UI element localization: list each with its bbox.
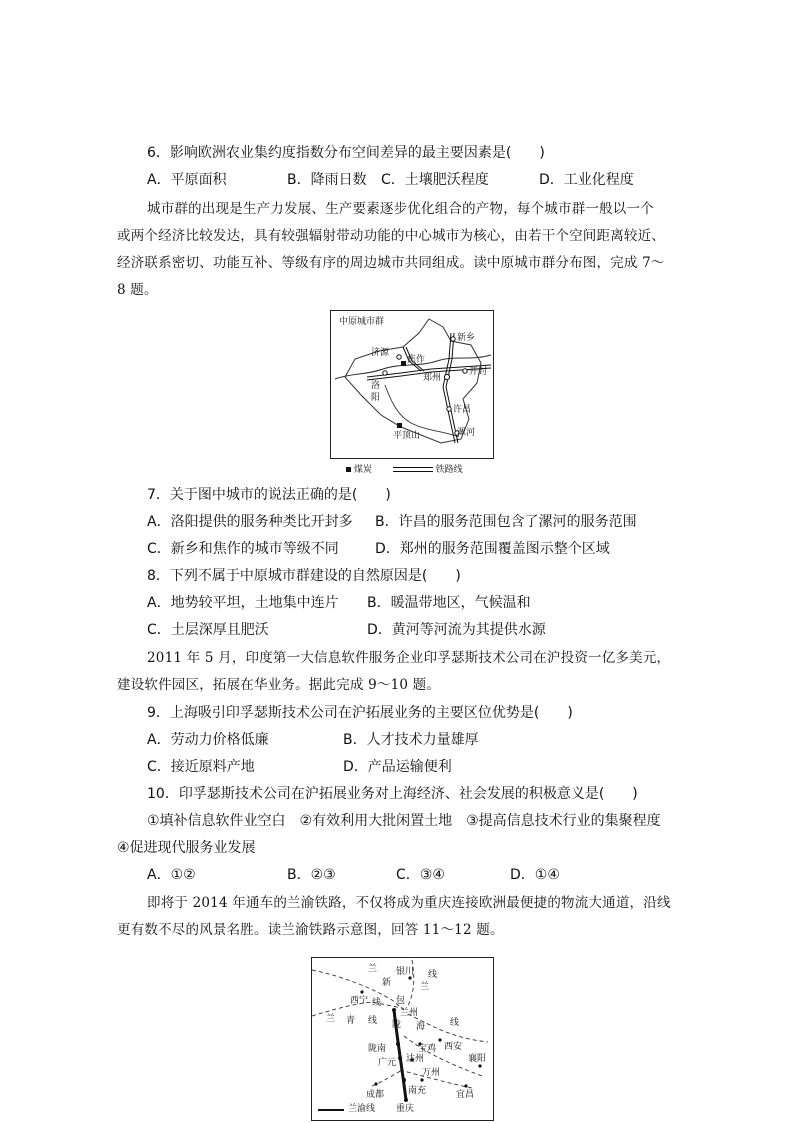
q6-option-a: A．平原面积 — [147, 172, 227, 188]
passage1-line-2: 或两个经济比较发达，具有较强辐射带动功能的中心城市为核心，由若干个空间距离较近、 — [117, 228, 665, 244]
railway-legend-icon — [393, 467, 433, 472]
map2-legend-lanyu: 兰渝线 — [348, 1104, 376, 1114]
map1-legend — [346, 462, 463, 475]
map2-label-xian2: 线 — [372, 998, 382, 1008]
passage1-line-3: 经济联系密切、功能互补、等级有序的周边城市共同组成。读中原城市群分布图，完成 7～ — [117, 255, 665, 271]
q10-option-b: B．②③ — [287, 867, 336, 883]
q7-option-a: A．洛阳提供的服务种类比开封多 — [147, 514, 353, 530]
map2-label-xian-city: 西安 — [444, 1042, 463, 1052]
q9-option-b: B．人才技术力量雄厚 — [343, 732, 479, 748]
legend-railway-label: 铁路线 — [435, 465, 463, 475]
map2-label-chengdu: 成都 — [366, 1090, 385, 1100]
map1-label-jiaozuo: 焦作 — [407, 355, 426, 365]
passage3-line-1: 即将于 2014 年通车的兰渝铁路，不仅将成为重庆连接欧洲最便捷的物流大通道，沿线 — [147, 895, 671, 911]
q9-option-c: C．接近原料产地 — [147, 759, 255, 775]
map2-label-lan3: 兰 — [326, 1014, 336, 1024]
map2-label-lan2: 兰 — [420, 982, 430, 992]
q8-option-d: D．黄河等河流为其提供水源 — [367, 622, 546, 638]
lanyu-legend-icon — [318, 1109, 344, 1111]
map2-label-longnan: 陇南 — [368, 1044, 387, 1054]
q7-option-d: D．郑州的服务范围覆盖图示整个区域 — [375, 541, 610, 557]
map2-label-xin: 新 — [382, 978, 392, 988]
map2-label-yichang: 宜昌 — [456, 1090, 475, 1100]
map2-label-nanchong: 南充 — [408, 1086, 427, 1096]
map2-label-xian3: 线 — [368, 1016, 378, 1026]
q7-stem: 7．关于图中城市的说法正确的是( ) — [147, 487, 391, 503]
map2-label-lanzhou: 兰州 — [400, 1008, 419, 1018]
map2-label-xian4: 线 — [450, 1018, 460, 1028]
passage1-line-1: 城市群的出现是生产力发展、生产要素逐步优化组合的产物，每个城市群一般以一个 — [147, 201, 654, 217]
q7-option-b: B．许昌的服务范围包含了漯河的服务范围 — [375, 514, 637, 530]
map1-label-luo: 洛 — [371, 381, 381, 391]
passage1-line-4: 8 题。 — [117, 282, 158, 298]
map2-label-long: 陇 — [392, 1020, 402, 1030]
q6-option-b: B．降雨日数 — [287, 172, 367, 188]
q10-items-line-1: ①填补信息软件业空白 ②有效利用大批闲置土地 ③提高信息技术行业的集聚程度 — [147, 813, 661, 829]
coal-legend-icon — [346, 467, 351, 472]
passage3-line-2: 更有数不尽的风景名胜。读兰渝铁路示意图，回答 11～12 题。 — [117, 922, 504, 938]
map2-label-yinchuan: 银川 — [396, 967, 415, 977]
map2-label-xiangyang: 襄阳 — [468, 1054, 487, 1064]
passage2-line-2: 建设软件园区，拓展在华业务。据此完成 9～10 题。 — [117, 677, 441, 693]
map1-label-jiyuan: 济源 — [371, 348, 390, 358]
coal-pingdingshan — [397, 423, 402, 428]
map1-label-zhengzhou: 郑州 — [423, 373, 442, 383]
q8-option-c: C．土层深厚且肥沃 — [147, 622, 269, 638]
map2-label-xining: 西宁 — [350, 996, 369, 1006]
map1-label-xinxiang: 新乡 — [457, 333, 476, 343]
q8-stem: 8．下列不属于中原城市群建设的自然原因是( ) — [147, 568, 461, 584]
q6-stem: 6．影响欧洲农业集约度指数分布空间差异的最主要因素是( ) — [147, 145, 545, 161]
q8-option-a: A．地势较平坦，土地集中连片 — [147, 595, 339, 611]
map1-label-xuchang: 许昌 — [453, 405, 472, 415]
q6-option-d: D．工业化程度 — [539, 172, 634, 188]
city-markers — [383, 337, 467, 435]
coal-jiaozuo — [401, 361, 406, 366]
q9-option-a: A．劳动力价格低廉 — [147, 732, 269, 748]
map2-label-lan1: 兰 — [368, 964, 378, 974]
map1-label-kaifeng: 开封 — [469, 367, 488, 377]
map2-label-dazhou: 达州 — [406, 1054, 425, 1064]
map1-label-luohe: 漯河 — [457, 428, 476, 438]
map2-label-chongqing: 重庆 — [396, 1104, 415, 1114]
q10-items-line-2: ④促进现代服务业发展 — [117, 840, 256, 856]
map1-label-yang: 阳 — [371, 393, 381, 403]
map2-label-guangyuan: 广元 — [378, 1058, 397, 1068]
q8-option-b: B．暖温带地区，气候温和 — [367, 595, 531, 611]
map2-label-bao: 包 — [396, 996, 406, 1006]
map2-label-wanzhou: 万州 — [422, 1068, 441, 1078]
zhongyuan-city-group-map — [330, 310, 494, 459]
passage2-line-1: 2011 年 5 月，印度第一大信息软件服务企业印孚瑟斯技术公司在沪投资一亿多美元， — [147, 650, 671, 666]
q6-option-c: C．土壤肥沃程度 — [381, 172, 489, 188]
lanyu-railway-map — [311, 957, 494, 1121]
q9-stem: 9．上海吸引印孚瑟斯技术公司在沪拓展业务的主要区位优势是( ) — [147, 705, 573, 721]
map2-label-hai: 海 — [416, 1022, 426, 1032]
map2-label-baoji: 宝鸡 — [418, 1044, 437, 1054]
q10-option-d: D．①④ — [510, 867, 560, 883]
q9-option-d: D．产品运输便利 — [343, 759, 452, 775]
map1-label-pingdingshan: 平顶山 — [393, 431, 421, 441]
q7-option-c: C．新乡和焦作的城市等级不同 — [147, 541, 339, 557]
q10-option-a: A．①② — [147, 867, 196, 883]
q10-option-c: C．③④ — [396, 867, 445, 883]
q10-stem: 10．印孚瑟斯技术公司在沪拓展业务对上海经济、社会发展的积极意义是( ) — [147, 786, 638, 802]
map1-title: 中原城市群 — [339, 317, 385, 327]
map2-label-xian-line: 线 — [428, 970, 438, 980]
legend-coal-label: 煤炭 — [353, 465, 372, 475]
map2-label-qing: 青 — [346, 1016, 356, 1026]
